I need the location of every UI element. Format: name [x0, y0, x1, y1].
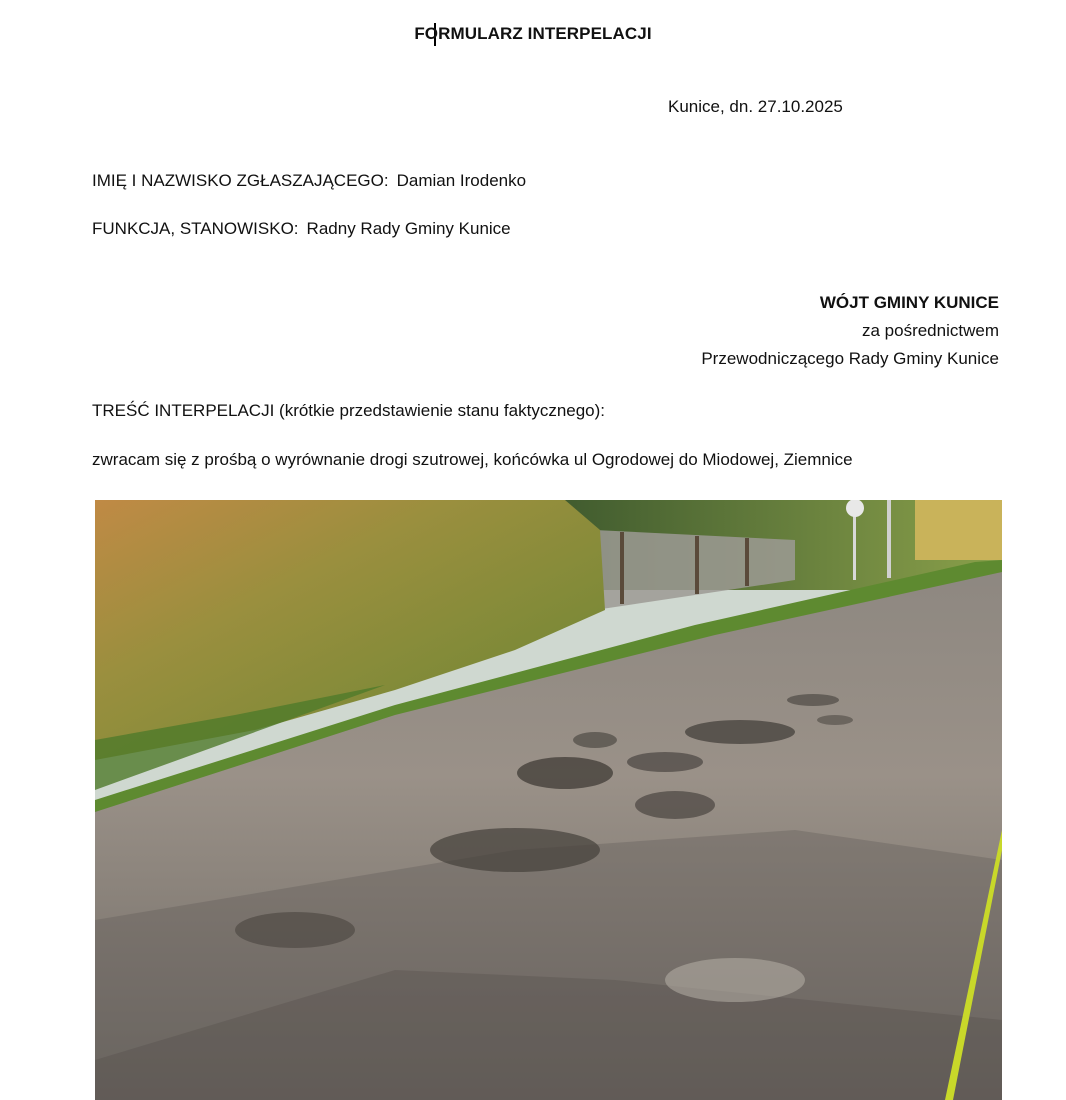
recipient-intermediary: Przewodniczącego Rady Gminy Kunice — [701, 349, 999, 368]
road-photo — [95, 500, 1002, 1100]
position-value: Radny Rady Gminy Kunice — [306, 219, 511, 238]
date-line: Kunice, dn. 27.10.2025 — [668, 97, 843, 116]
submitter-name: Damian Irodenko — [396, 171, 527, 190]
submitter-label: IMIĘ I NAZWISKO ZGŁASZAJĄCEGO: — [92, 171, 389, 190]
submitter-line — [92, 171, 526, 191]
position-label: FUNKCJA, STANOWISKO: — [92, 219, 299, 238]
recipient-via: za pośrednictwem — [861, 321, 999, 340]
recipient-title: WÓJT GMINY KUNICE — [819, 293, 999, 312]
road-photo-illustration — [95, 500, 1002, 1100]
content-body: zwracam się z prośbą o wyrównanie drogi szutrowej, końcówka ul Ogrodowej do Miodowej, Ziemnice — [92, 450, 853, 469]
document-title: FORMULARZ INTERPELACJI — [414, 24, 652, 43]
content-heading: TREŚĆ INTERPELACJI (krótkie przedstawienie stanu faktycznego): — [92, 401, 606, 420]
position-line — [92, 219, 511, 239]
